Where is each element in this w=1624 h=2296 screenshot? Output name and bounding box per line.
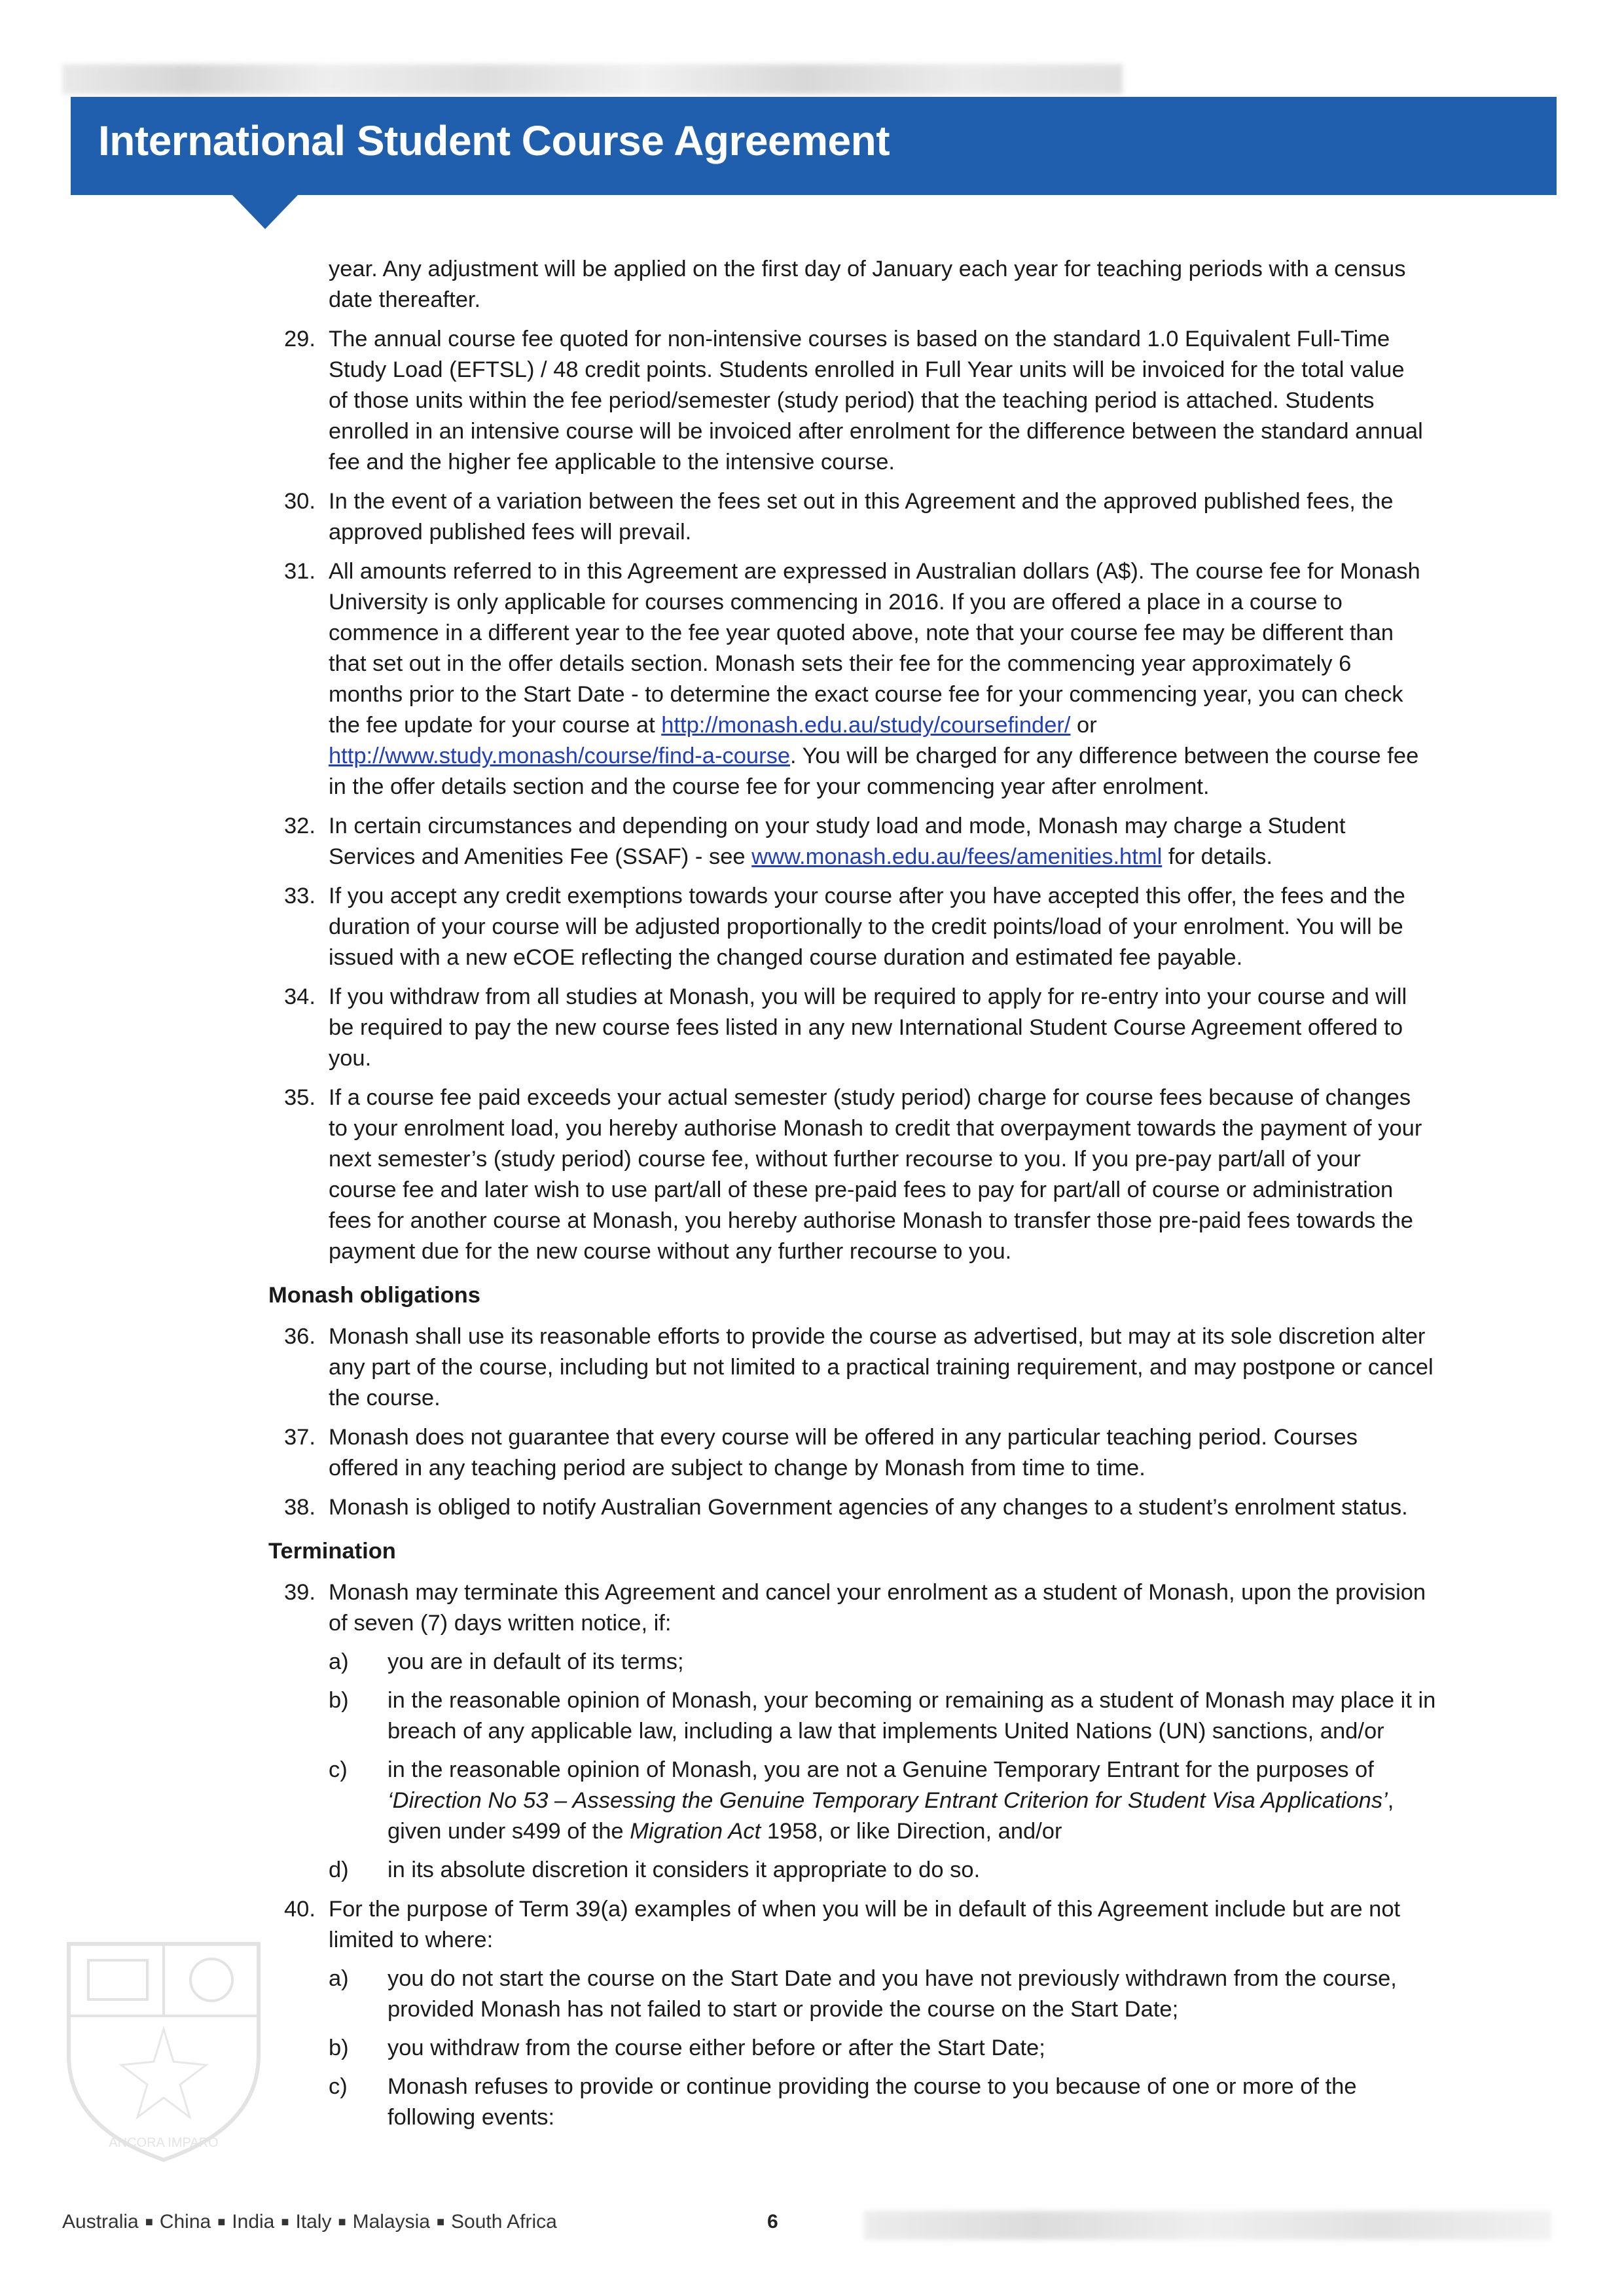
clause-text bbox=[329, 1492, 1533, 1523]
text-line: For the purpose of Term 39(a) examples of when you will be in default of this Agreement include but are not bbox=[329, 1897, 1401, 1922]
text-line: in its absolute discretion it considers it appropriate to do so. bbox=[388, 1857, 981, 1882]
sub-item-text bbox=[388, 2033, 1533, 2064]
act-title: Migration Act bbox=[630, 1819, 761, 1844]
clause-number: 33. bbox=[284, 884, 316, 908]
footer-separator: ■ bbox=[436, 2215, 445, 2229]
text-line: The annual course fee quoted for non-intensive courses is based on the standard 1.0 Equivalent Full-Time bbox=[329, 327, 1390, 351]
sub-item-letter: d) bbox=[329, 1857, 349, 1882]
text-line: or bbox=[1070, 713, 1097, 738]
sub-item-letter: b) bbox=[329, 1688, 349, 1713]
clause-text bbox=[329, 1321, 1533, 1414]
footer-separator: ■ bbox=[145, 2215, 153, 2229]
text-line: of seven (7) days written notice, if: bbox=[329, 1611, 672, 1636]
text-line: you. bbox=[329, 1046, 372, 1071]
clause-number: 30. bbox=[284, 489, 316, 514]
text-line: following events: bbox=[388, 2105, 555, 2130]
clause-37 bbox=[270, 1422, 1533, 1484]
clause-number: 35. bbox=[284, 1085, 316, 1110]
text-line: you withdraw from the course either before or after the Start Date; bbox=[388, 2036, 1045, 2060]
text-line: be required to pay the new course fees listed in any new International Student Course Agreement offered to bbox=[329, 1015, 1403, 1040]
clause-number: 36. bbox=[284, 1324, 316, 1349]
text-line: provided Monash has not failed to start or provide the course on the Start Date; bbox=[388, 1997, 1179, 2022]
text-line: given under s499 of the bbox=[388, 1819, 630, 1844]
clause-text bbox=[329, 1894, 1533, 2133]
carry-over-paragraph bbox=[270, 254, 1533, 315]
text-line: enrolled in an intensive course will be invoiced after enrolment for the difference between the standard annual bbox=[329, 419, 1423, 444]
clause-number: 32. bbox=[284, 814, 316, 838]
text-line: In certain circumstances and depending on your study load and mode, Monash may charge a Student bbox=[329, 814, 1346, 838]
text-line: 1958, or like Direction, and/or bbox=[761, 1819, 1062, 1844]
text-line: offered in any teaching period are subject to change by Monash from time to time. bbox=[329, 1456, 1146, 1480]
clause-35 bbox=[270, 1083, 1533, 1267]
text-line: course fee and later wish to use part/all of these pre-paid fees to pay for part/all of course or administration bbox=[329, 1177, 1394, 1202]
text-line: months prior to the Start Date - to determine the exact course fee for your commencing year, you can check bbox=[329, 682, 1403, 707]
section-heading-obligations: Monash obligations bbox=[268, 1283, 480, 1308]
sub-item-letter: a) bbox=[329, 1649, 349, 1674]
clause-36 bbox=[270, 1321, 1533, 1414]
text-line: issued with a new eCOE reflecting the changed course duration and estimated fee payable. bbox=[329, 945, 1243, 970]
text-line: date thereafter. bbox=[329, 287, 481, 312]
text-line: you do not start the course on the Start Date and you have not previously withdrawn from the course, bbox=[388, 1966, 1397, 1991]
footer-country: South Africa bbox=[451, 2211, 557, 2233]
footer-separator: ■ bbox=[281, 2215, 289, 2229]
clause-34 bbox=[270, 982, 1533, 1074]
sub-item-letter: c) bbox=[329, 1757, 348, 1782]
clause-number: 38. bbox=[284, 1495, 316, 1520]
sub-item-text bbox=[388, 1647, 1533, 1677]
text-line: the course. bbox=[329, 1386, 441, 1410]
text-line: If you withdraw from all studies at Monash, you will be required to apply for re-entry into your course and will bbox=[329, 984, 1407, 1009]
text-line: limited to where: bbox=[329, 1928, 494, 1952]
clause-31 bbox=[270, 556, 1533, 802]
clause-number: 31. bbox=[284, 559, 316, 584]
clause-29 bbox=[270, 324, 1533, 478]
sub-item-text bbox=[388, 2072, 1533, 2133]
blurred-footer-strip bbox=[864, 2211, 1551, 2240]
clause-text bbox=[329, 556, 1533, 802]
sub-item-a bbox=[329, 1964, 1533, 2025]
text-line: the fee update for your course at bbox=[329, 713, 662, 738]
text-line: . You will be charged for any difference between the course fee bbox=[790, 744, 1419, 768]
text-line: Monash may terminate this Agreement and cancel your enrolment as a student of Monash, upon the provision bbox=[329, 1580, 1426, 1605]
sub-item-text bbox=[388, 1685, 1533, 1747]
coursefinder-link[interactable]: http://monash.edu.au/study/coursefinder/ bbox=[661, 713, 1071, 738]
sub-item-letter: a) bbox=[329, 1966, 349, 1991]
text-line: Monash is obliged to notify Australian Government agencies of any changes to a student’s enrolment status. bbox=[329, 1495, 1408, 1520]
blurred-top-strip bbox=[62, 64, 1123, 94]
clause-text bbox=[329, 1422, 1533, 1484]
header-notch bbox=[232, 195, 298, 229]
section-heading-termination: Termination bbox=[268, 1539, 396, 1564]
text-line: Services and Amenities Fee (SSAF) - see bbox=[329, 844, 752, 869]
clause-number: 37. bbox=[284, 1425, 316, 1450]
text-line: If a course fee paid exceeds your actual semester (study period) charge for course fees because of changes bbox=[329, 1085, 1411, 1110]
find-a-course-link[interactable]: http://www.study.monash/course/find-a-course bbox=[329, 744, 791, 768]
text-line: All amounts referred to in this Agreement are expressed in Australian dollars (A$). The course fee for Monash bbox=[329, 559, 1420, 584]
clause-text bbox=[329, 1577, 1533, 1886]
footer-country: India bbox=[232, 2211, 275, 2233]
text-line: University is only applicable for courses commencing in 2016. If you are offered a place in a course to bbox=[329, 590, 1343, 615]
clause-text bbox=[329, 811, 1533, 872]
text-line: Monash does not guarantee that every course will be offered in any particular teaching period. Courses bbox=[329, 1425, 1358, 1450]
text-line: Study Load (EFTSL) / 48 credit points. Students enrolled in Full Year units will be invoiced for the total value bbox=[329, 357, 1405, 382]
text-line: for details. bbox=[1162, 844, 1272, 869]
text-line: breach of any applicable law, including a law that implements United Nations (UN) sanctions, and/or bbox=[388, 1719, 1384, 1744]
sub-item-c bbox=[329, 1755, 1533, 1847]
crest-motto: ANCORA IMPARO bbox=[109, 2136, 219, 2150]
text-line: that set out in the offer details section. Monash sets their fee for the commencing year approximately 6 bbox=[329, 651, 1352, 676]
sub-item-letter: b) bbox=[329, 2036, 349, 2060]
clause-text bbox=[329, 324, 1533, 478]
text-line: commence in a different year to the fee year quoted above, note that your course fee may be different than bbox=[329, 620, 1394, 645]
footer-country: China bbox=[159, 2211, 211, 2233]
clause-30 bbox=[270, 486, 1533, 548]
sub-item-b bbox=[329, 1685, 1533, 1747]
sub-item-letter: c) bbox=[329, 2074, 348, 2099]
footer-separator: ■ bbox=[217, 2215, 226, 2229]
clause-number: 39. bbox=[284, 1580, 316, 1605]
text-line: approved published fees will prevail. bbox=[329, 520, 692, 545]
clause-text bbox=[329, 982, 1533, 1074]
text-line: Monash shall use its reasonable efforts to provide the course as advertised, but may at its sole discretion alter bbox=[329, 1324, 1426, 1349]
text-line: you are in default of its terms; bbox=[388, 1649, 684, 1674]
clause-39 bbox=[270, 1577, 1533, 1886]
document-body bbox=[270, 254, 1533, 2142]
sub-item-text bbox=[388, 1755, 1533, 1847]
direction-title: ‘Direction No 53 – Assessing the Genuine Temporary Entrant Criterion for Student Visa Applications’ bbox=[388, 1788, 1388, 1813]
text-line: fees for another course at Monash, you hereby authorise Monash to transfer those pre-paid fees towards the bbox=[329, 1208, 1413, 1233]
text-line: Monash refuses to provide or continue providing the course to you because of one or more of the bbox=[388, 2074, 1357, 2099]
text-line: duration of your course will be adjusted proportionally to the credit points/load of your enrolment. You will be bbox=[329, 914, 1403, 939]
sub-item-c bbox=[329, 2072, 1533, 2133]
monash-crest-watermark bbox=[56, 1931, 272, 2166]
clause-text bbox=[329, 1083, 1533, 1267]
text-line: If you accept any credit exemptions towards your course after you have accepted this offer, the fees and the bbox=[329, 884, 1405, 908]
clause-number: 29. bbox=[284, 327, 316, 351]
text-line: in the reasonable opinion of Monash, your becoming or remaining as a student of Monash may place it in bbox=[388, 1688, 1436, 1713]
text-line: of those units within the fee period/semester (study period) that the teaching period is attached. Students bbox=[329, 388, 1375, 413]
page-number: 6 bbox=[767, 2211, 778, 2233]
clause-number: 40. bbox=[284, 1897, 316, 1922]
text-line: payment due for the new course without any further recourse to you. bbox=[329, 1239, 1012, 1264]
clause-33 bbox=[270, 881, 1533, 973]
footer-country: Malaysia bbox=[352, 2211, 430, 2233]
clause-32 bbox=[270, 811, 1533, 872]
footer-country: Italy bbox=[295, 2211, 332, 2233]
sub-item-b bbox=[329, 2033, 1533, 2064]
footer-country: Australia bbox=[62, 2211, 139, 2233]
page-title: International Student Course Agreement bbox=[98, 117, 890, 164]
footer-separator: ■ bbox=[338, 2215, 346, 2229]
clause-38 bbox=[270, 1492, 1533, 1523]
clause-40 bbox=[270, 1894, 1533, 2133]
text-line: in the reasonable opinion of Monash, you are not a Genuine Temporary Entrant for the purposes of bbox=[388, 1757, 1374, 1782]
amenities-fee-link[interactable]: www.monash.edu.au/fees/amenities.html bbox=[751, 844, 1163, 869]
footer-countries bbox=[62, 2211, 557, 2233]
sub-item-a bbox=[329, 1647, 1533, 1677]
text-line: fee and the higher fee applicable to the intensive course. bbox=[329, 450, 895, 475]
sub-item-text bbox=[388, 1964, 1533, 2025]
text-line: any part of the course, including but not limited to a practical training requirement, and may postpone or cancel bbox=[329, 1355, 1434, 1380]
sub-item-text bbox=[388, 1855, 1533, 1886]
text-line: to your enrolment load, you hereby authorise Monash to credit that overpayment towards the payment of your bbox=[329, 1116, 1422, 1141]
text-line: , bbox=[1387, 1788, 1394, 1813]
text-line: in the offer details section and the course fee for your commencing year after enrolment. bbox=[329, 774, 1210, 799]
text-line: next semester’s (study period) course fee, without further recourse to you. If you pre-pay part/all of your bbox=[329, 1147, 1361, 1172]
sub-item-d bbox=[329, 1855, 1533, 1886]
clause-number: 34. bbox=[284, 984, 316, 1009]
clause-text bbox=[329, 881, 1533, 973]
clause-text bbox=[329, 486, 1533, 548]
text-line: year. Any adjustment will be applied on the first day of January each year for teaching periods with a census bbox=[329, 257, 1406, 281]
text-line: In the event of a variation between the fees set out in this Agreement and the approved published fees, the bbox=[329, 489, 1394, 514]
